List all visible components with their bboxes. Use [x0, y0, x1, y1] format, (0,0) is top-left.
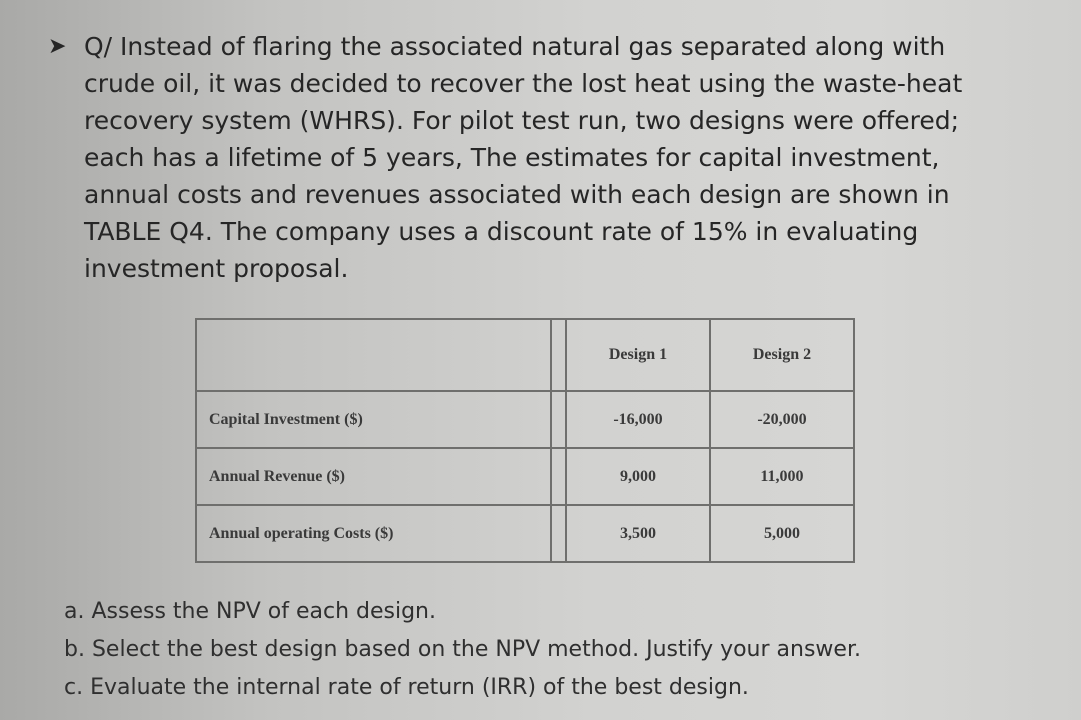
task-item-a: a. Assess the NPV of each design. [64, 599, 436, 624]
question-line: each has a lifetime of 5 years, The estimates for capital investment, [84, 143, 940, 172]
arrow-bullet-icon: ➤ [48, 34, 67, 59]
question-line: TABLE Q4. The company uses a discount rate of 15% in evaluating [84, 217, 919, 246]
task-item-b: b. Select the best design based on the NPV method. Justify your answer. [64, 637, 861, 662]
design-1-value: 3,500 [566, 505, 710, 562]
header-cell-empty [196, 319, 551, 391]
design-1-value: 9,000 [566, 448, 710, 505]
question-line: annual costs and revenues associated with each design are shown in [84, 180, 950, 209]
row-label: Capital Investment ($) [196, 391, 551, 448]
spacer-cell [551, 448, 566, 505]
design-2-value: -20,000 [710, 391, 854, 448]
row-label: Annual operating Costs ($) [196, 505, 551, 562]
header-design-1: Design 1 [566, 319, 710, 391]
question-line: Q/ Instead of flaring the associated natural gas separated along with [84, 32, 946, 61]
design-2-value: 11,000 [710, 448, 854, 505]
design-1-value: -16,000 [566, 391, 710, 448]
table-header-row [196, 319, 854, 391]
table-row [196, 391, 854, 448]
table-row [196, 448, 854, 505]
design-2-value: 5,000 [710, 505, 854, 562]
question-line: crude oil, it was decided to recover the lost heat using the waste-heat [84, 69, 963, 98]
design-estimates-table [195, 318, 855, 563]
question-line: recovery system (WHRS). For pilot test run, two designs were offered; [84, 106, 960, 135]
task-item-c: c. Evaluate the internal rate of return (IRR) of the best design. [64, 675, 749, 700]
header-design-2: Design 2 [710, 319, 854, 391]
spacer-cell [551, 391, 566, 448]
question-paragraph [48, 28, 1008, 287]
table-row [196, 505, 854, 562]
header-cell-spacer [551, 319, 566, 391]
spacer-cell [551, 505, 566, 562]
task-list [64, 593, 1024, 707]
question-line: investment proposal. [84, 254, 349, 283]
row-label: Annual Revenue ($) [196, 448, 551, 505]
